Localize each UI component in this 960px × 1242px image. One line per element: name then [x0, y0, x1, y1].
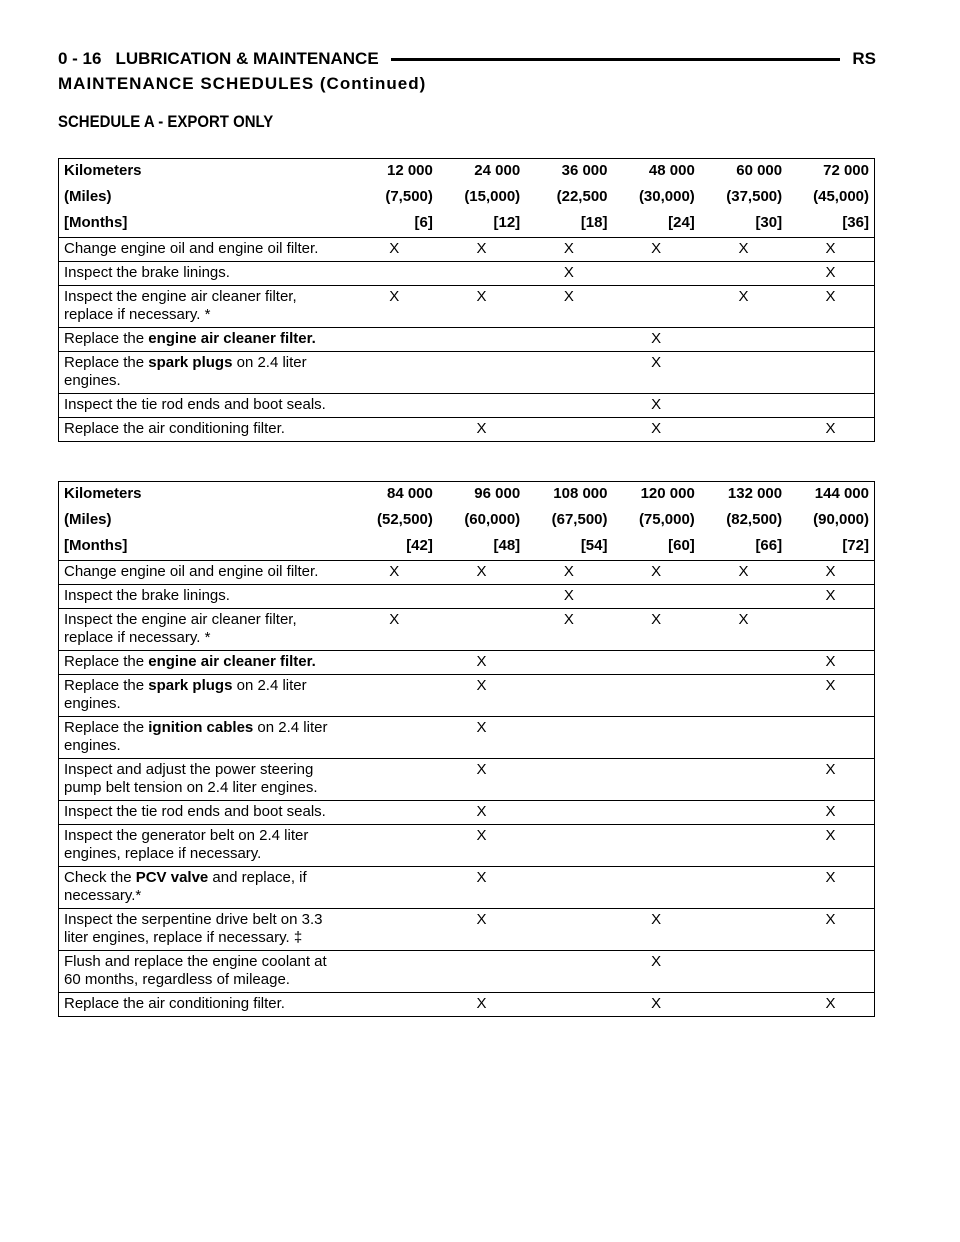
service-mark: X [438, 717, 525, 759]
service-mark [351, 951, 438, 993]
service-mark: X [438, 909, 525, 951]
interval-value: 24 000 [438, 159, 525, 186]
service-mark: X [787, 867, 874, 909]
task-description [59, 352, 351, 394]
table-row [59, 909, 875, 951]
task-text: Inspect the generator belt on 2.4 liter engines, replace if necessary. [64, 827, 309, 862]
interval-value: (30,000) [638, 188, 695, 205]
task-text: Replace the [64, 677, 149, 694]
table-row [59, 675, 875, 717]
service-mark [700, 951, 787, 993]
service-mark [613, 867, 700, 909]
service-mark: X [787, 825, 874, 867]
service-mark: X [438, 801, 525, 825]
continued-title: MAINTENANCE SCHEDULES (Continued) [58, 74, 427, 93]
table-row [59, 352, 875, 394]
service-mark [351, 262, 438, 286]
service-mark [351, 909, 438, 951]
service-mark: X [613, 394, 700, 418]
service-mark [351, 585, 438, 609]
service-mark [700, 801, 787, 825]
schedule-table-2 [58, 481, 875, 1017]
service-mark: X [525, 561, 612, 585]
service-mark: X [351, 561, 438, 585]
service-mark [525, 651, 612, 675]
task-text: Inspect the engine air cleaner filter, replace if necessary. * [64, 288, 297, 323]
task-text: Inspect the brake linings. [64, 264, 230, 281]
service-mark [351, 867, 438, 909]
table-row [59, 585, 875, 609]
table-row [59, 394, 875, 418]
service-mark [613, 717, 700, 759]
table-row [59, 609, 875, 651]
task-text: Inspect and adjust the power steering pump belt tension on 2.4 liter engines. [64, 761, 318, 796]
task-description [59, 717, 351, 759]
service-mark [351, 675, 438, 717]
task-description [59, 328, 351, 352]
task-part-emphasis: spark plugs [148, 677, 233, 694]
interval-value: [60] [613, 534, 700, 561]
service-mark [613, 585, 700, 609]
service-mark [525, 909, 612, 951]
service-mark [525, 951, 612, 993]
task-text: Replace the [64, 653, 149, 670]
service-mark [438, 609, 525, 651]
service-mark: X [787, 585, 874, 609]
service-mark [351, 651, 438, 675]
schedule-title: SCHEDULE A - EXPORT ONLY [58, 112, 274, 131]
service-mark [438, 585, 525, 609]
interval-value: [42] [351, 534, 438, 561]
service-mark [613, 286, 700, 328]
service-mark: X [438, 418, 525, 442]
service-mark: X [438, 675, 525, 717]
service-mark [787, 352, 874, 394]
service-mark [700, 825, 787, 867]
interval-value: 120 000 [613, 482, 700, 509]
service-mark: X [438, 825, 525, 867]
task-description [59, 825, 351, 867]
interval-value: [12] [438, 211, 525, 238]
interval-value: [30] [700, 211, 787, 238]
service-mark [613, 801, 700, 825]
service-mark [351, 993, 438, 1017]
service-mark: X [525, 585, 612, 609]
service-mark [525, 717, 612, 759]
service-mark: X [438, 286, 525, 328]
service-mark [438, 951, 525, 993]
service-mark [438, 262, 525, 286]
task-text: Check the [64, 869, 136, 886]
task-text: Inspect the engine air cleaner filter, replace if necessary. * [64, 611, 297, 646]
task-description [59, 418, 351, 442]
service-mark [351, 394, 438, 418]
service-mark: X [700, 286, 787, 328]
service-mark [700, 328, 787, 352]
table-row [59, 238, 875, 262]
task-description [59, 759, 351, 801]
service-mark [787, 609, 874, 651]
interval-value: 72 000 [787, 159, 874, 186]
task-text: Replace the air conditioning filter. [64, 420, 285, 437]
service-mark [787, 717, 874, 759]
interval-value: (90,000) [787, 508, 874, 534]
page-header [58, 46, 876, 72]
task-text: Replace the [64, 354, 149, 371]
service-mark: X [438, 993, 525, 1017]
task-description [59, 262, 351, 286]
task-description [59, 909, 351, 951]
service-mark: X [438, 867, 525, 909]
service-mark: X [613, 561, 700, 585]
interval-value: (52,500) [377, 511, 433, 528]
service-mark: X [613, 328, 700, 352]
service-mark [700, 394, 787, 418]
interval-value: (22,500 [556, 188, 608, 205]
task-part-emphasis: ignition cables [148, 719, 254, 736]
interval-value: [72] [787, 534, 874, 561]
service-mark: X [787, 651, 874, 675]
service-mark: X [351, 286, 438, 328]
interval-value: 48 000 [613, 159, 700, 186]
interval-value: 36 000 [525, 159, 612, 186]
service-mark: X [787, 286, 874, 328]
interval-unit-label: (Miles) [59, 185, 351, 211]
table-row [59, 651, 875, 675]
task-text: Replace the air conditioning filter. [64, 995, 285, 1012]
table-row [59, 561, 875, 585]
interval-value: [6] [351, 211, 438, 238]
service-mark: X [787, 909, 874, 951]
service-mark [525, 328, 612, 352]
service-mark [787, 394, 874, 418]
interval-value: [18] [525, 211, 612, 238]
task-description [59, 651, 351, 675]
service-mark [525, 801, 612, 825]
task-text: and replace, if necessary.* [64, 869, 307, 904]
table-row [59, 717, 875, 759]
task-description [59, 867, 351, 909]
service-mark [700, 717, 787, 759]
service-mark [700, 867, 787, 909]
interval-value: (15,000) [464, 188, 521, 205]
service-mark [525, 352, 612, 394]
table-row [59, 951, 875, 993]
service-mark: X [438, 759, 525, 801]
task-description [59, 561, 351, 585]
table-row [59, 825, 875, 867]
service-mark: X [613, 418, 700, 442]
task-description [59, 238, 351, 262]
task-part-emphasis: PCV valve [135, 869, 209, 886]
interval-unit-label: Kilometers [59, 482, 351, 509]
service-mark [438, 328, 525, 352]
interval-value: [48] [438, 534, 525, 561]
service-mark [700, 675, 787, 717]
service-mark: X [438, 238, 525, 262]
service-mark [613, 759, 700, 801]
service-mark [613, 651, 700, 675]
service-mark [613, 675, 700, 717]
task-text: on 2.4 liter engines. [64, 354, 307, 389]
interval-header-row [59, 508, 875, 534]
task-description [59, 585, 351, 609]
interval-value: 132 000 [700, 482, 787, 509]
interval-value: [54] [525, 534, 612, 561]
task-text: Change engine oil and engine oil filter. [64, 240, 319, 257]
service-mark [787, 951, 874, 993]
schedule-table-1 [58, 158, 875, 442]
header-rule [391, 58, 841, 61]
service-mark: X [613, 238, 700, 262]
service-mark: X [787, 993, 874, 1017]
task-description [59, 675, 351, 717]
service-mark: X [438, 561, 525, 585]
service-mark [525, 993, 612, 1017]
service-mark [351, 328, 438, 352]
interval-unit-label: Kilometers [59, 159, 351, 186]
interval-unit-label: (Miles) [59, 508, 351, 534]
service-mark: X [525, 286, 612, 328]
service-mark [700, 651, 787, 675]
service-mark: X [787, 262, 874, 286]
task-text: Inspect the brake linings. [64, 587, 230, 604]
task-text: Change engine oil and engine oil filter. [64, 563, 319, 580]
task-text: Flush and replace the engine coolant at 60 months, regardless of mileage. [64, 953, 327, 988]
table-row [59, 867, 875, 909]
interval-value: (75,000) [638, 511, 695, 528]
service-mark [438, 394, 525, 418]
task-text: on 2.4 liter engines. [64, 719, 328, 754]
service-mark: X [700, 609, 787, 651]
service-mark [351, 352, 438, 394]
task-text: Inspect the tie rod ends and boot seals. [64, 396, 326, 413]
service-mark: X [351, 609, 438, 651]
task-text: Inspect the tie rod ends and boot seals. [64, 803, 326, 820]
task-description [59, 993, 351, 1017]
interval-value: (60,000) [464, 511, 521, 528]
interval-header-row [59, 534, 875, 561]
service-mark: X [438, 651, 525, 675]
interval-value: (45,000) [787, 185, 874, 211]
task-text: Inspect the serpentine drive belt on 3.3 liter engines, replace if necessary. ‡ [64, 911, 323, 946]
table-row [59, 801, 875, 825]
task-text: Replace the [64, 719, 149, 736]
service-mark [700, 993, 787, 1017]
service-mark [525, 759, 612, 801]
interval-value: (7,500) [385, 188, 433, 205]
interval-unit-label: [Months] [59, 211, 351, 238]
service-mark [700, 759, 787, 801]
interval-value: (82,500) [726, 511, 783, 528]
table-row [59, 418, 875, 442]
service-mark [351, 801, 438, 825]
service-mark: X [351, 238, 438, 262]
service-mark [700, 909, 787, 951]
service-mark [438, 352, 525, 394]
service-mark: X [525, 262, 612, 286]
task-part-emphasis: engine air cleaner filter. [148, 653, 316, 670]
manual-code: RS [852, 49, 876, 68]
task-description [59, 394, 351, 418]
interval-unit-label: [Months] [59, 534, 351, 561]
service-mark [525, 675, 612, 717]
service-mark [700, 585, 787, 609]
service-mark [700, 352, 787, 394]
service-mark [700, 418, 787, 442]
interval-value: [66] [700, 534, 787, 561]
interval-value: 144 000 [787, 482, 874, 509]
table-row [59, 993, 875, 1017]
service-mark [525, 825, 612, 867]
interval-value: (37,500) [726, 188, 783, 205]
service-mark [525, 394, 612, 418]
service-mark: X [613, 609, 700, 651]
service-mark: X [525, 238, 612, 262]
table-row [59, 759, 875, 801]
interval-value: (67,500) [551, 511, 608, 528]
service-mark [613, 262, 700, 286]
table-row [59, 328, 875, 352]
service-mark: X [787, 561, 874, 585]
task-part-emphasis: engine air cleaner filter. [148, 330, 316, 347]
interval-value: 60 000 [700, 159, 787, 186]
task-description [59, 609, 351, 651]
service-mark [351, 825, 438, 867]
service-mark: X [613, 993, 700, 1017]
service-mark [351, 717, 438, 759]
task-text: on 2.4 liter engines. [64, 677, 307, 712]
task-description [59, 286, 351, 328]
service-mark [613, 825, 700, 867]
service-mark [700, 262, 787, 286]
service-mark: X [787, 801, 874, 825]
section-title: LUBRICATION & MAINTENANCE [115, 49, 379, 68]
service-mark: X [613, 352, 700, 394]
service-mark: X [787, 759, 874, 801]
service-mark: X [787, 238, 874, 262]
interval-value: 12 000 [351, 159, 438, 186]
service-mark: X [613, 951, 700, 993]
service-mark: X [787, 418, 874, 442]
interval-value: 84 000 [351, 482, 438, 509]
task-description [59, 801, 351, 825]
service-mark [787, 328, 874, 352]
interval-value: [24] [613, 211, 700, 238]
service-mark: X [700, 238, 787, 262]
interval-header-row [59, 211, 875, 238]
interval-header-row [59, 159, 875, 186]
table-row [59, 262, 875, 286]
task-description [59, 951, 351, 993]
service-mark [525, 867, 612, 909]
interval-value: 108 000 [525, 482, 612, 509]
interval-header-row [59, 482, 875, 509]
service-mark: X [613, 909, 700, 951]
interval-value: [36] [787, 211, 874, 238]
service-mark [351, 759, 438, 801]
service-mark: X [787, 675, 874, 717]
task-part-emphasis: spark plugs [148, 354, 233, 371]
table-row [59, 286, 875, 328]
interval-header-row [59, 185, 875, 211]
service-mark [525, 418, 612, 442]
interval-value: 96 000 [438, 482, 525, 509]
service-mark: X [525, 609, 612, 651]
task-text: Replace the [64, 330, 149, 347]
page-number: 0 - 16 [58, 49, 102, 68]
service-mark: X [700, 561, 787, 585]
service-mark [351, 418, 438, 442]
